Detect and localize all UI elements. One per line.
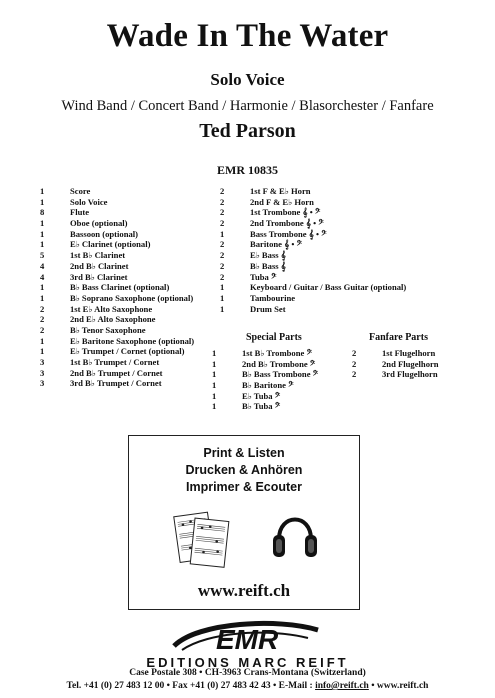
contact-email-link[interactable]: info@reift.ch xyxy=(315,681,369,691)
parts-list-brass-percussion xyxy=(220,186,406,314)
part-name: 1st B♭ Clarinet xyxy=(70,250,126,261)
part-name: 2nd E♭ Alto Saxophone xyxy=(70,314,156,325)
part-row xyxy=(220,218,406,229)
publisher-address: Case Postale 308 • CH-3963 Crans-Montana (Switzerland) xyxy=(129,668,366,678)
part-row xyxy=(40,207,194,218)
part-row xyxy=(212,348,318,359)
part-row xyxy=(40,229,194,240)
part-row xyxy=(220,304,406,315)
part-row xyxy=(212,391,318,402)
part-quantity: 2 xyxy=(40,314,45,325)
part-name: 1st B♭ Trumpet / Cornet xyxy=(70,357,160,367)
part-name: Keyboard / Guitar / Bass Guitar (optional) xyxy=(250,282,407,293)
part-name: B♭ Bass Clarinet (optional) xyxy=(70,282,170,293)
contact-website: • www.reift.ch xyxy=(368,681,429,691)
part-quantity: 3 xyxy=(40,378,45,389)
part-row xyxy=(40,197,194,208)
part-row xyxy=(212,380,318,391)
part-row xyxy=(220,272,406,283)
part-name: Solo Voice xyxy=(70,196,108,207)
part-row xyxy=(352,359,439,370)
logo-text: EMR xyxy=(216,624,279,655)
part-row xyxy=(352,348,439,359)
part-row xyxy=(220,207,406,218)
part-row xyxy=(40,293,194,304)
part-name: Flute xyxy=(70,207,90,218)
part-name: Drum Set xyxy=(250,303,286,314)
part-name: 1st Flugelhorn xyxy=(382,348,436,358)
part-row xyxy=(220,197,406,208)
part-row xyxy=(352,369,439,380)
part-quantity: 1 xyxy=(212,401,217,412)
subtitle: Solo Voice xyxy=(210,70,285,89)
part-quantity: 2 xyxy=(40,324,45,335)
part-quantity: 1 xyxy=(220,228,225,239)
promo-line-print: Print & Listen xyxy=(203,446,285,460)
part-row xyxy=(220,282,406,293)
part-name: 3rd B♭ Clarinet xyxy=(70,271,128,282)
part-name: Bassoon (optional) xyxy=(70,228,139,239)
promo-website-link[interactable]: www.reift.ch xyxy=(197,581,291,600)
part-row xyxy=(40,250,194,261)
ensemble-list: Wind Band / Concert Band / Harmonie / Blasorchester / Fanfare xyxy=(61,98,434,114)
part-quantity: 2 xyxy=(352,369,357,380)
fanfare-parts-heading: Fanfare Parts xyxy=(369,332,428,343)
part-name: 2nd B♭ Clarinet xyxy=(70,260,129,271)
part-row xyxy=(220,186,406,197)
score-title: Wade In The Water xyxy=(106,18,389,54)
part-name: 1st E♭ Alto Saxophone xyxy=(70,303,153,314)
part-row xyxy=(40,325,194,336)
part-quantity: 2 xyxy=(220,271,225,282)
part-row xyxy=(40,346,194,357)
emr-logo xyxy=(168,616,328,656)
contact-phone-fax: Tel. +41 (0) 27 483 12 00 • Fax +41 (0) 27 483 42 43 • E-Mail : xyxy=(66,681,316,691)
part-quantity: 1 xyxy=(40,218,45,229)
part-name: Baritone 𝄞 • 𝄢 xyxy=(250,239,303,250)
part-row xyxy=(40,304,194,315)
part-quantity: 1 xyxy=(220,282,225,293)
part-quantity: 2 xyxy=(220,218,225,229)
part-row xyxy=(40,282,194,293)
part-quantity: 1 xyxy=(212,380,217,391)
parts-list-woodwinds xyxy=(40,186,194,389)
part-name: 3rd B♭ Trumpet / Cornet xyxy=(70,378,162,389)
special-parts-list xyxy=(212,348,318,412)
part-name: Tuba 𝄢 xyxy=(250,271,277,282)
part-name: B♭ Baritone 𝄢 xyxy=(242,380,294,391)
headphones-icon xyxy=(271,507,319,565)
part-name: Score xyxy=(70,186,91,196)
part-row xyxy=(40,314,194,325)
part-quantity: 4 xyxy=(40,260,45,271)
part-quantity: 1 xyxy=(220,292,225,303)
fanfare-parts-list xyxy=(352,348,439,380)
part-name: 2nd Trombone 𝄞 • 𝄢 xyxy=(250,218,324,229)
part-quantity: 2 xyxy=(220,196,225,207)
part-row xyxy=(212,369,318,380)
composer-name: Ted Parson xyxy=(199,120,296,142)
part-name: 2nd B♭ Trombone 𝄢 xyxy=(242,358,316,369)
part-row xyxy=(40,272,194,283)
part-name: Tambourine xyxy=(250,292,296,303)
part-quantity: 2 xyxy=(220,250,225,261)
part-quantity: 1 xyxy=(40,196,45,207)
part-name: 1st F & E♭ Horn xyxy=(250,186,311,196)
publisher-name: EDITIONS MARC REIFT xyxy=(146,655,349,670)
part-name: E♭ Trumpet / Cornet (optional) xyxy=(70,346,185,357)
catalog-number: EMR 10835 xyxy=(217,163,278,177)
part-quantity: 2 xyxy=(220,186,225,196)
part-quantity: 1 xyxy=(212,369,217,380)
part-quantity: 5 xyxy=(40,250,45,261)
print-listen-box[interactable] xyxy=(128,435,360,610)
part-name: 1st Trombone 𝄞 • 𝄢 xyxy=(250,207,321,218)
part-quantity: 2 xyxy=(220,260,225,271)
part-name: Oboe (optional) xyxy=(70,218,128,229)
part-quantity: 2 xyxy=(352,358,357,369)
sheet-music-icon xyxy=(173,505,233,571)
part-name: 2nd F & E♭ Horn xyxy=(250,196,314,207)
part-name: B♭ Soprano Saxophone (optional) xyxy=(70,292,194,303)
part-name: E♭ Tuba 𝄢 xyxy=(242,390,281,401)
part-row xyxy=(40,368,194,379)
part-quantity: 3 xyxy=(40,367,45,378)
part-name: E♭ Clarinet (optional) xyxy=(70,239,151,250)
part-row xyxy=(220,261,406,272)
part-row xyxy=(40,357,194,368)
part-row xyxy=(40,261,194,272)
promo-line-imprimer: Imprimer & Ecouter xyxy=(185,480,302,494)
part-quantity: 2 xyxy=(220,239,225,250)
part-row xyxy=(220,239,406,250)
part-row xyxy=(220,250,406,261)
part-quantity: 4 xyxy=(40,271,45,282)
part-quantity: 1 xyxy=(212,390,217,401)
part-quantity: 1 xyxy=(40,239,45,250)
part-quantity: 1 xyxy=(220,303,225,314)
special-parts-heading: Special Parts xyxy=(246,332,302,343)
part-row xyxy=(40,378,194,389)
part-quantity: 1 xyxy=(40,335,45,346)
part-name: B♭ Bass Trombone 𝄢 xyxy=(242,369,319,380)
part-quantity: 1 xyxy=(40,292,45,303)
part-quantity: 2 xyxy=(352,348,357,358)
part-quantity: 2 xyxy=(220,207,225,218)
part-name: 1st B♭ Trombone 𝄢 xyxy=(242,348,312,358)
part-name: Bass Trombone 𝄞 • 𝄢 xyxy=(250,228,327,239)
part-name: 2nd B♭ Trumpet / Cornet xyxy=(70,367,163,378)
part-name: E♭ Baritone Saxophone (optional) xyxy=(70,335,195,346)
part-name: 3rd Flugelhorn xyxy=(382,369,438,380)
part-quantity: 2 xyxy=(40,303,45,314)
part-row xyxy=(220,293,406,304)
part-row xyxy=(40,239,194,250)
part-name: B♭ Tuba 𝄢 xyxy=(242,401,281,412)
part-row xyxy=(212,401,318,412)
part-quantity: 1 xyxy=(212,358,217,369)
part-row xyxy=(40,336,194,347)
part-name: E♭ Bass 𝄞 xyxy=(250,250,286,261)
part-row xyxy=(220,229,406,240)
publisher-contact xyxy=(0,681,495,691)
part-quantity: 8 xyxy=(40,207,45,218)
part-name: B♭ Bass 𝄞 xyxy=(250,260,286,271)
part-name: B♭ Tenor Saxophone xyxy=(70,324,146,335)
part-quantity: 1 xyxy=(40,186,45,196)
part-row xyxy=(40,186,194,197)
part-name: 2nd Flugelhorn xyxy=(382,358,439,369)
part-row xyxy=(40,218,194,229)
part-row xyxy=(212,359,318,370)
part-quantity: 1 xyxy=(40,346,45,357)
part-quantity: 1 xyxy=(40,228,45,239)
part-quantity: 3 xyxy=(40,357,45,367)
part-quantity: 1 xyxy=(40,282,45,293)
part-quantity: 1 xyxy=(212,348,217,358)
promo-line-drucken: Drucken & Anhören xyxy=(185,463,303,477)
